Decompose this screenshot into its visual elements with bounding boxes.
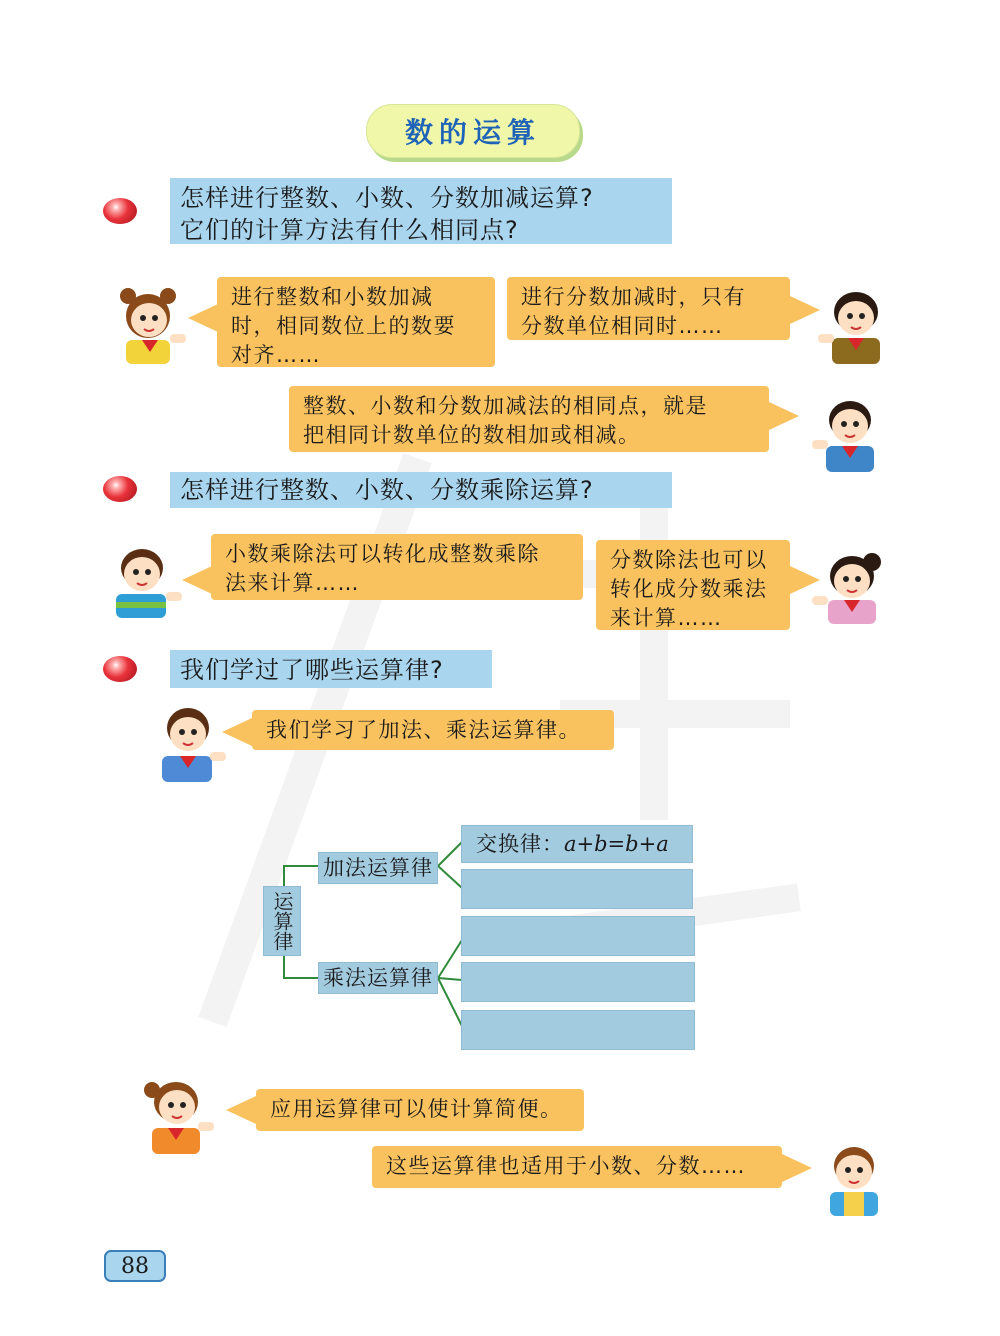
page-number-text: 88 (121, 1253, 149, 1279)
bubble-tail (182, 566, 212, 594)
blank-law-box (461, 916, 695, 956)
page-title-text: 数的运算 (404, 116, 541, 149)
bubble-tail (222, 718, 252, 746)
bubble-line: 整数、小数和分数加减法的相同点，就是 (303, 394, 708, 418)
blank-law-box (461, 869, 693, 909)
bubble-line: 分数单位相同时…… (521, 314, 724, 338)
bubble-line: 小数乘除法可以转化成整数乘除 (225, 542, 540, 566)
bubble-add-summary (289, 386, 769, 452)
bubble-tail (782, 1154, 812, 1182)
red-ball-icon (103, 656, 137, 682)
diagram-addition (318, 852, 438, 884)
page-number (104, 1250, 166, 1282)
question-3 (170, 650, 492, 688)
diagram-multiplication-label: 乘法运算律 (323, 966, 433, 990)
question-3-line-1: 我们学过了哪些运算律? (180, 656, 444, 684)
bubble-line: 分数除法也可以 (610, 548, 768, 572)
bubble-tail (226, 1096, 256, 1124)
diagram-root-label: 运算律 (270, 891, 294, 951)
red-ball-icon (103, 476, 137, 502)
bubble-tail (188, 304, 218, 332)
diagram-multiplication (318, 962, 438, 994)
question-2-line-1: 怎样进行整数、小数、分数乘除运算? (180, 476, 594, 504)
question-1-line-1: 怎样进行整数、小数、分数加减运算? (180, 184, 594, 212)
girl-character-icon (812, 550, 888, 624)
boy-character-icon (154, 704, 226, 782)
bubble-line: 进行分数加减时，只有 (521, 285, 746, 309)
bubble-line: 我们学习了加法、乘法运算律。 (266, 718, 581, 742)
bubble-add-left (217, 277, 495, 367)
bubble-apply (256, 1089, 584, 1131)
diagram-addition-label: 加法运算律 (323, 856, 433, 880)
bubble-line: 来计算…… (610, 606, 723, 630)
commutative-law-box (461, 825, 693, 863)
blank-law-box (461, 962, 695, 1002)
question-1-line-2: 它们的计算方法有什么相同点? (180, 216, 519, 244)
boy-character-icon (822, 1144, 886, 1216)
bubble-line: 法来计算…… (225, 571, 360, 595)
bubble-line: 把相同计数单位的数相加或相减。 (303, 423, 641, 447)
bubble-line: 转化成分数乘法 (610, 577, 768, 601)
bubble-mul-right (596, 540, 790, 630)
commutative-law-label: 交换律： (476, 832, 564, 856)
girl-character-icon (140, 1076, 216, 1154)
bubble-mul-left (211, 534, 583, 600)
bubble-line: 进行整数和小数加减 (231, 285, 434, 309)
girl-character-icon (112, 286, 188, 364)
boy-character-icon (108, 546, 184, 618)
page-title (366, 104, 580, 158)
bubble-line: 应用运算律可以使计算简便。 (270, 1097, 563, 1121)
bubble-tail (769, 402, 799, 430)
commutative-law-formula: a+b=b+a (564, 832, 669, 856)
boy-character-icon (818, 286, 890, 364)
bubble-line: 时，相同数位上的数要 (231, 314, 456, 338)
bubble-line: 对齐…… (231, 343, 321, 367)
diagram-root (263, 886, 301, 956)
bubble-laws-answer (252, 710, 614, 750)
blank-law-box (461, 1010, 695, 1050)
boy-character-icon (812, 396, 884, 472)
bubble-add-right (507, 277, 790, 340)
question-2 (170, 472, 672, 508)
bubble-line: 这些运算律也适用于小数、分数…… (386, 1154, 746, 1178)
red-ball-icon (103, 198, 137, 224)
bubble-applies-too (372, 1146, 782, 1188)
question-1 (170, 178, 672, 244)
bubble-tail (790, 296, 820, 324)
